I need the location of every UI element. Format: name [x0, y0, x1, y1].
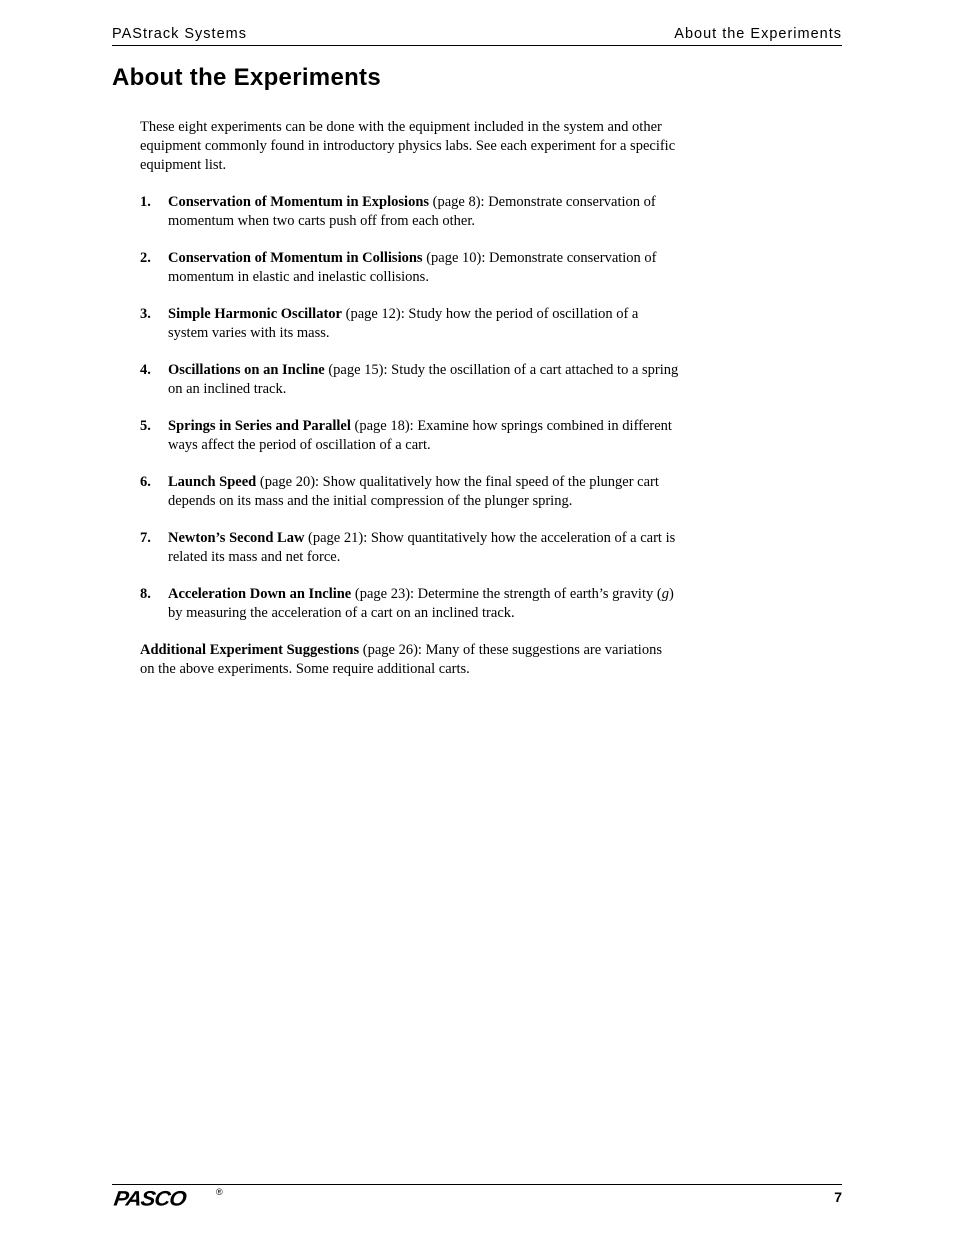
- experiment-number: 8.: [140, 586, 151, 602]
- experiment-number: 5.: [140, 418, 151, 434]
- experiment-item: [140, 305, 680, 343]
- experiment-item: [140, 249, 680, 287]
- experiment-title: Simple Harmonic Oscillator: [168, 306, 342, 322]
- additional-title: Additional Experiment Suggestions: [140, 642, 360, 658]
- experiment-description: (page 12): Study how the period of oscillation of a system varies with its mass.: [168, 306, 639, 341]
- experiment-title: Oscillations on an Incline: [168, 362, 325, 378]
- experiment-title: Conservation of Momentum in Explosions: [168, 194, 430, 210]
- header-section-name: About the Experiments: [674, 26, 842, 42]
- experiment-title: Launch Speed: [168, 474, 257, 490]
- page-footer: [112, 1184, 842, 1213]
- experiment-title: Springs in Series and Parallel: [168, 418, 351, 434]
- experiment-title: Newton’s Second Law: [168, 530, 305, 546]
- experiment-number: 7.: [140, 530, 151, 546]
- experiment-title: Acceleration Down an Incline: [168, 586, 352, 602]
- experiment-number: 3.: [140, 306, 151, 322]
- intro-paragraph: These eight experiments can be done with the equipment included in the system and other equipment commonly found in introductory physics labs. See each experiment for a specific equipment list.: [140, 119, 676, 173]
- pasco-logo: PASCO: [112, 1186, 188, 1211]
- experiment-title: Conservation of Momentum in Collisions: [168, 250, 423, 266]
- experiment-description: (page 23): Determine the strength of earth’s gravity (: [351, 586, 662, 602]
- experiment-item: [140, 417, 680, 455]
- additional-suggestions: [140, 641, 680, 679]
- experiment-item: [140, 585, 680, 623]
- experiment-description: (page 10): Demonstrate conservation of momentum in elastic and inelastic collisions.: [168, 250, 657, 285]
- experiment-item: [140, 529, 680, 567]
- additional-description: (page 26): Many of these suggestions are variations on the above experiments. Some require additional carts.: [140, 642, 662, 677]
- page-title: About the Experiments: [112, 64, 381, 91]
- experiment-item: [140, 193, 680, 231]
- experiment-description: (page 21): Show quantitatively how the acceleration of a cart is related its mass and net force.: [168, 530, 676, 565]
- experiment-number: 1.: [140, 194, 151, 210]
- gravity-symbol: g: [661, 586, 669, 602]
- running-header: [112, 24, 842, 46]
- experiment-number: 6.: [140, 474, 151, 490]
- header-product-name: PAStrack Systems: [112, 26, 247, 42]
- experiment-description: (page 18): Examine how springs combined in different ways affect the period of oscillation of a cart.: [168, 418, 672, 453]
- experiment-description-end: ) by measuring the acceleration of a cart on an inclined track.: [168, 586, 674, 621]
- experiment-number: 4.: [140, 362, 151, 378]
- experiment-item: [140, 473, 680, 511]
- main-content: [140, 118, 680, 679]
- experiment-description: (page 20): Show qualitatively how the final speed of the plunger cart depends on its mass and the initial compression of the plunger spring.: [168, 474, 659, 509]
- registered-mark-icon: ®: [216, 1187, 223, 1197]
- experiment-description: (page 8): Demonstrate conservation of momentum when two carts push off from each other.: [168, 194, 656, 229]
- experiment-list: [140, 193, 680, 623]
- page-number: 7: [834, 1189, 842, 1205]
- experiment-description: (page 15): Study the oscillation of a cart attached to a spring on an inclined track.: [168, 362, 679, 397]
- experiment-number: 2.: [140, 250, 151, 266]
- experiment-item: [140, 361, 680, 399]
